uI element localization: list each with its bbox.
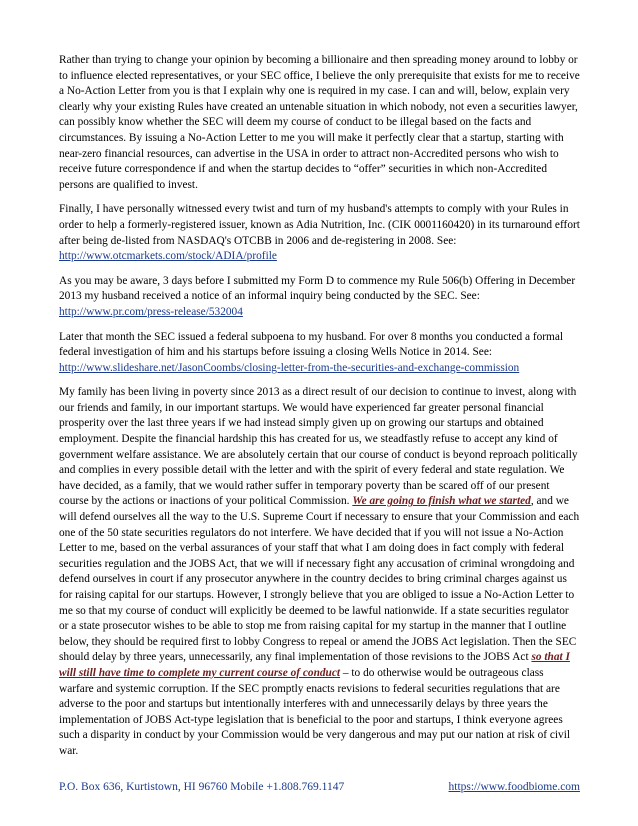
footer-address: P.O. Box 636, Kurtistown, HI 96760 Mobile +1.808.769.1147 (59, 781, 345, 793)
press-release-link[interactable]: http://www.pr.com/press-release/532004 (59, 305, 243, 318)
paragraph-adia-nutrition (59, 202, 580, 264)
emphasis-complete-course-of-conduct: so that I will still have time to complete my current course of conduct (59, 651, 570, 679)
paragraph-family-poverty (59, 385, 580, 759)
paragraph-text: As you may be aware, 3 days before I submitted my Form D to commence my Rule 506(b) Offering in December 2013 my husband received a notice of an informal inquiry being conducted by the SEC. See: (59, 274, 576, 303)
otcmarkets-link[interactable]: http://www.otcmarkets.com/stock/ADIA/profile (59, 250, 277, 263)
paragraph-text: – to do otherwise would be outrageous class warfare and systemic corruption. If the SEC promptly enacts revisions to federal securities regulations that are adverse to the poor and startups but intentionally interferes with and unnecessarily delays by three years the implementation of JOBS Act-type legislation that is beneficial to the poor and startups, I think everyone agrees such a disparity in conduct by your Commission would be very dangerous and may put our nation at risk of civil war. (59, 666, 571, 757)
emphasis-finish-what-we-started: We are going to finish what we started (352, 495, 531, 508)
paragraph-text: Finally, I have personally witnessed every twist and turn of my husband's attempts to comply with your Rules in order to help a formerly-registered issuer, known as Adia Nutrition, Inc. (CIK 0001160420) in its turnaround effort after being de-listed from NASDAQ's OTCBB in 2006 and de-registering in 2008. See: (59, 203, 580, 247)
paragraph-text: My family has been living in poverty since 2013 as a direct result of our decision to continue to invest, along with our friends and family, in our important startups. We would have experienced far greater personal financial prosperity over the last three years if we had instead simply given up on growing our startups and obtained employment. Despite the financial hardship this has created for us, we steadfastly refuse to accept any kind of government welfare assistance. We are absolutely certain that our course of conduct is beyond reproach politically and complies in every possible detail with the letter and with the spirit of every federal and state regulation. We have decided, as a family, that we would rather suffer in temporary poverty than be scared off of our present course by the actions or inactions of your political Commission. (59, 386, 578, 508)
paragraph-informal-inquiry (59, 274, 580, 321)
letter-body (59, 53, 580, 769)
paragraph-federal-subpoena (59, 330, 580, 377)
footer-website-link[interactable]: https://www.foodbiome.com (448, 781, 580, 793)
paragraph-text: Later that month the SEC issued a federal subpoena to my husband. For over 8 months you conducted a formal federal investigation of him and his startups before issuing a closing Wells Notice in 2014. See: (59, 330, 564, 359)
paragraph-text: , and we will defend ourselves all the way to the U.S. Supreme Court if necessary to ensure that your Commission and each one of the 50 state securities regulators do not interfere. We have decided that if you will not issue a No-Action Letter to me, based on the verbal assurances of your staff that what I am doing does in fact comply with federal securities regulation and the JOBS Act, that we will if necessary fight any accusation of criminal wrongdoing and defend ourselves in court if any prosecutor anywhere in the country decides to bring criminal charges against us for raising capital for our startups. However, I strongly believe that you are obliged to issue a No-Action Letter to me so that my course of conduct will explicitly be deemed to be lawful nationwide. If a state securities regulator or a state prosecutor wishes to be able to stop me from raising capital for my startup in the manner that I outline below, they should be required first to lobby Congress to repeal or amend the JOBS Act legislation. Then the SEC should delay by three years, unnecessarily, any final implementation of those revisions to the JOBS Act (59, 495, 580, 664)
paragraph-no-action-rationale: Rather than trying to change your opinion by becoming a billionaire and then spreading money around to lobby or to influence elected representatives, or your SEC office, I believe the only prerequisite that exists for me to receive a No-Action Letter from you is that I explain why one is required in my case. I can and will, below, explain very clearly why your existing Rules have created an untenable situation in which nobody, not even a securities lawyer, can possibly know whether the SEC will deem my course of conduct to be illegal based on the facts and circumstances. By issuing a No-Action Letter to me you will make it perfectly clear that a startup, starting with near-zero financial resources, can advertise in the USA in order to attract non-Accredited persons who wish to receive future correspondence if and when the startup decides to “offer” securities in which non-Accredited persons are qualified to invest. (59, 54, 580, 191)
slideshare-link[interactable]: http://www.slideshare.net/JasonCoombs/closing-letter-from-the-securities-and-exchange-commission (59, 361, 520, 374)
